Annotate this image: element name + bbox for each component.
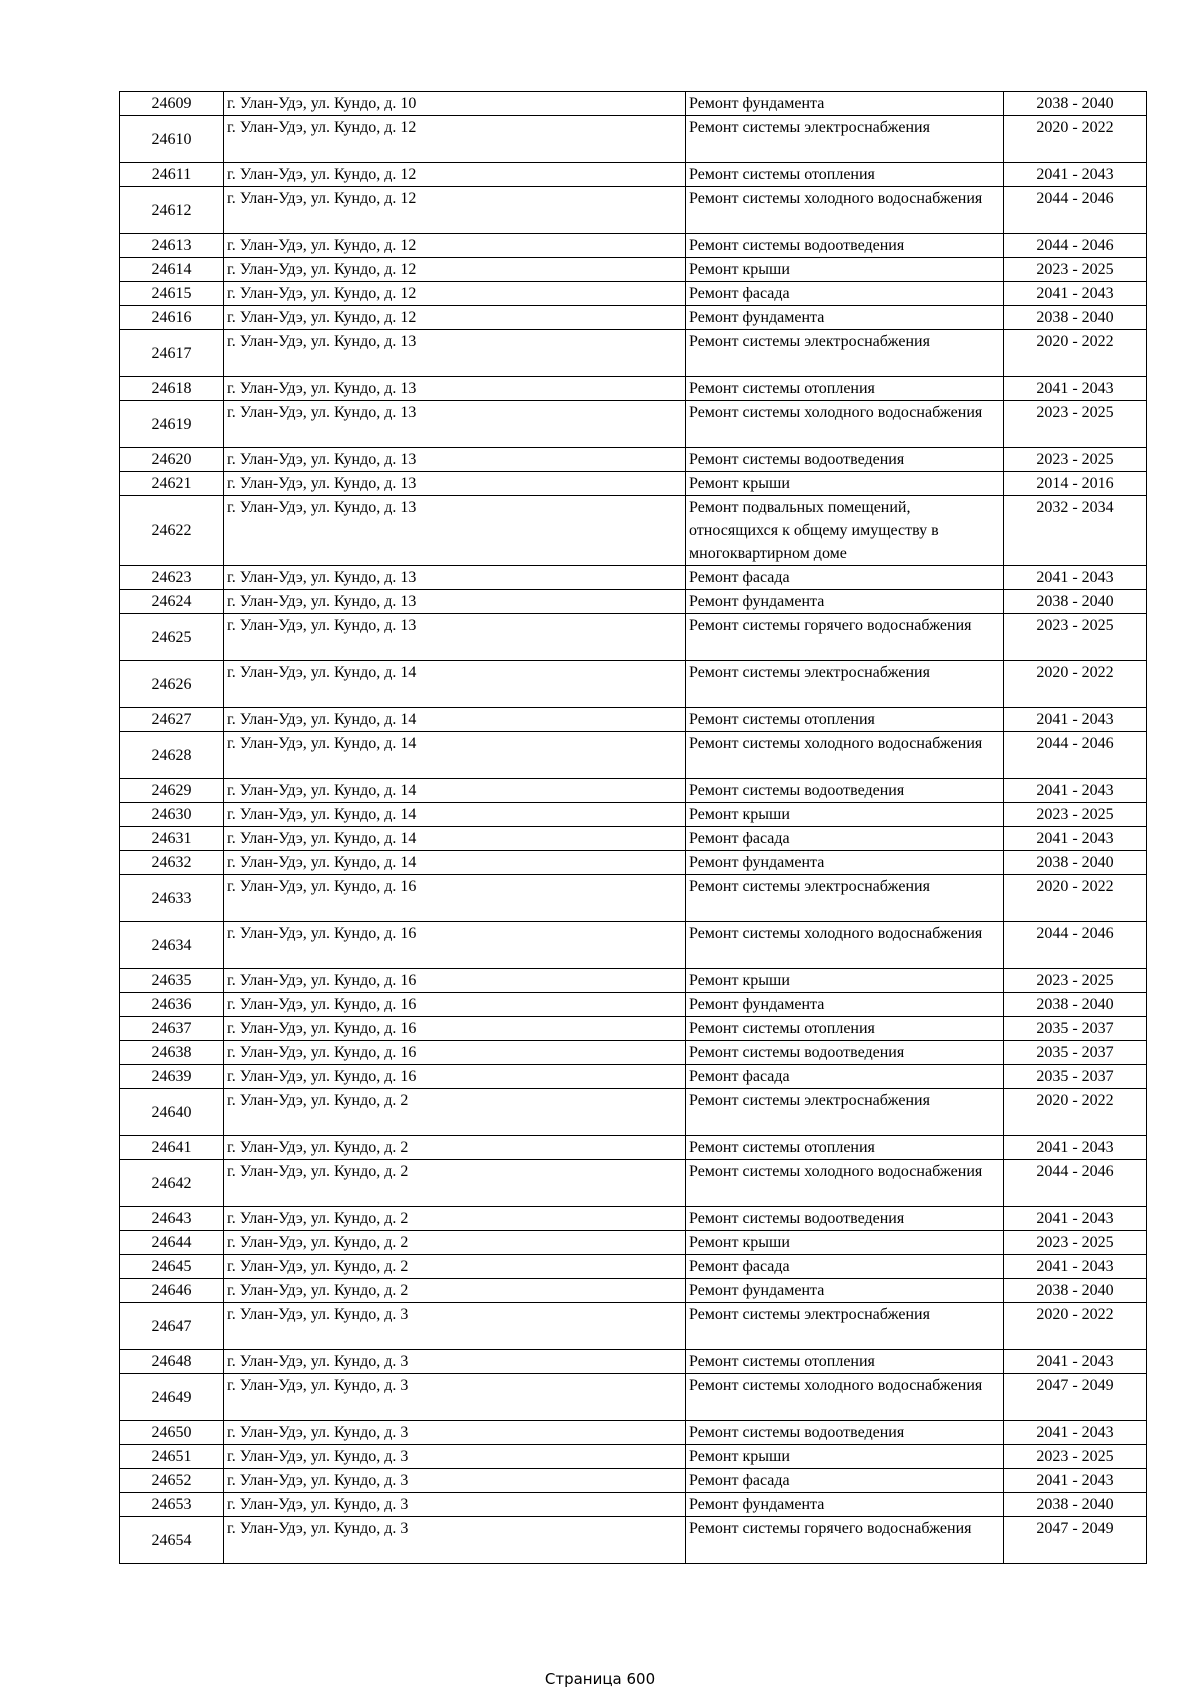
row-number-cell: 24645 <box>120 1255 224 1279</box>
work-type-cell: Ремонт фасада <box>686 1255 1004 1279</box>
address-cell: г. Улан-Удэ, ул. Кундо, д. 12 <box>224 234 686 258</box>
work-type-cell: Ремонт системы отопления <box>686 163 1004 187</box>
table-row <box>120 922 1147 969</box>
row-number-cell: 24619 <box>120 401 224 448</box>
row-number-cell: 24647 <box>120 1303 224 1350</box>
row-number-cell: 24651 <box>120 1445 224 1469</box>
period-cell: 2014 - 2016 <box>1004 472 1147 496</box>
period-cell: 2041 - 2043 <box>1004 163 1147 187</box>
table-row <box>120 614 1147 661</box>
period-cell: 2041 - 2043 <box>1004 1136 1147 1160</box>
work-type-cell: Ремонт фундамента <box>686 851 1004 875</box>
work-type-cell: Ремонт системы электроснабжения <box>686 1089 1004 1136</box>
table-body <box>120 92 1147 1564</box>
row-number-cell: 24630 <box>120 803 224 827</box>
table-row <box>120 851 1147 875</box>
table-row <box>120 969 1147 993</box>
row-number-cell: 24615 <box>120 282 224 306</box>
address-cell: г. Улан-Удэ, ул. Кундо, д. 12 <box>224 116 686 163</box>
address-cell: г. Улан-Удэ, ул. Кундо, д. 13 <box>224 330 686 377</box>
table-row <box>120 1231 1147 1255</box>
address-cell: г. Улан-Удэ, ул. Кундо, д. 16 <box>224 1041 686 1065</box>
work-type-cell: Ремонт фасада <box>686 566 1004 590</box>
table-row <box>120 1017 1147 1041</box>
period-cell: 2038 - 2040 <box>1004 851 1147 875</box>
table-row <box>120 401 1147 448</box>
work-type-cell: Ремонт системы холодного водоснабжения <box>686 187 1004 234</box>
period-cell: 2038 - 2040 <box>1004 993 1147 1017</box>
work-type-cell: Ремонт фундамента <box>686 993 1004 1017</box>
address-cell: г. Улан-Удэ, ул. Кундо, д. 3 <box>224 1445 686 1469</box>
work-type-cell: Ремонт системы отопления <box>686 377 1004 401</box>
address-cell: г. Улан-Удэ, ул. Кундо, д. 2 <box>224 1231 686 1255</box>
table-row <box>120 1303 1147 1350</box>
work-type-cell: Ремонт подвальных помещений, относящихся к общему имуществу в многоквартирном доме <box>686 496 1004 566</box>
period-cell: 2023 - 2025 <box>1004 803 1147 827</box>
period-cell: 2041 - 2043 <box>1004 779 1147 803</box>
table-row <box>120 779 1147 803</box>
work-type-cell: Ремонт системы электроснабжения <box>686 116 1004 163</box>
table-row <box>120 1350 1147 1374</box>
row-number-cell: 24618 <box>120 377 224 401</box>
row-number-cell: 24653 <box>120 1493 224 1517</box>
work-type-cell: Ремонт системы холодного водоснабжения <box>686 732 1004 779</box>
period-cell: 2038 - 2040 <box>1004 92 1147 116</box>
period-cell: 2041 - 2043 <box>1004 377 1147 401</box>
period-cell: 2044 - 2046 <box>1004 234 1147 258</box>
address-cell: г. Улан-Удэ, ул. Кундо, д. 16 <box>224 969 686 993</box>
row-number-cell: 24636 <box>120 993 224 1017</box>
table-row <box>120 448 1147 472</box>
table-row <box>120 827 1147 851</box>
table-row <box>120 803 1147 827</box>
period-cell: 2041 - 2043 <box>1004 566 1147 590</box>
table-row <box>120 590 1147 614</box>
work-type-cell: Ремонт системы горячего водоснабжения <box>686 614 1004 661</box>
table-row <box>120 1160 1147 1207</box>
period-cell: 2023 - 2025 <box>1004 258 1147 282</box>
row-number-cell: 24625 <box>120 614 224 661</box>
period-cell: 2041 - 2043 <box>1004 1207 1147 1231</box>
table-row <box>120 661 1147 708</box>
work-type-cell: Ремонт фундамента <box>686 1493 1004 1517</box>
period-cell: 2047 - 2049 <box>1004 1374 1147 1421</box>
period-cell: 2041 - 2043 <box>1004 1350 1147 1374</box>
work-type-cell: Ремонт системы холодного водоснабжения <box>686 1374 1004 1421</box>
address-cell: г. Улан-Удэ, ул. Кундо, д. 3 <box>224 1303 686 1350</box>
address-cell: г. Улан-Удэ, ул. Кундо, д. 14 <box>224 779 686 803</box>
row-number-cell: 24610 <box>120 116 224 163</box>
period-cell: 2020 - 2022 <box>1004 661 1147 708</box>
period-cell: 2023 - 2025 <box>1004 614 1147 661</box>
table-row <box>120 1065 1147 1089</box>
row-number-cell: 24614 <box>120 258 224 282</box>
period-cell: 2041 - 2043 <box>1004 282 1147 306</box>
table-row <box>120 330 1147 377</box>
address-cell: г. Улан-Удэ, ул. Кундо, д. 16 <box>224 993 686 1017</box>
row-number-cell: 24623 <box>120 566 224 590</box>
period-cell: 2038 - 2040 <box>1004 306 1147 330</box>
table-row <box>120 1089 1147 1136</box>
period-cell: 2044 - 2046 <box>1004 187 1147 234</box>
table-row <box>120 1255 1147 1279</box>
work-type-cell: Ремонт системы отопления <box>686 1017 1004 1041</box>
address-cell: г. Улан-Удэ, ул. Кундо, д. 13 <box>224 566 686 590</box>
table-row <box>120 1041 1147 1065</box>
address-cell: г. Улан-Удэ, ул. Кундо, д. 16 <box>224 1017 686 1041</box>
row-number-cell: 24637 <box>120 1017 224 1041</box>
row-number-cell: 24652 <box>120 1469 224 1493</box>
table-row <box>120 993 1147 1017</box>
address-cell: г. Улан-Удэ, ул. Кундо, д. 3 <box>224 1517 686 1564</box>
table-row <box>120 1517 1147 1564</box>
work-type-cell: Ремонт системы водоотведения <box>686 448 1004 472</box>
row-number-cell: 24644 <box>120 1231 224 1255</box>
period-cell: 2035 - 2037 <box>1004 1017 1147 1041</box>
row-number-cell: 24641 <box>120 1136 224 1160</box>
address-cell: г. Улан-Удэ, ул. Кундо, д. 14 <box>224 708 686 732</box>
work-type-cell: Ремонт крыши <box>686 803 1004 827</box>
work-type-cell: Ремонт фундамента <box>686 92 1004 116</box>
address-cell: г. Улан-Удэ, ул. Кундо, д. 12 <box>224 306 686 330</box>
address-cell: г. Улан-Удэ, ул. Кундо, д. 14 <box>224 732 686 779</box>
period-cell: 2020 - 2022 <box>1004 1089 1147 1136</box>
address-cell: г. Улан-Удэ, ул. Кундо, д. 13 <box>224 614 686 661</box>
row-number-cell: 24643 <box>120 1207 224 1231</box>
work-type-cell: Ремонт системы водоотведения <box>686 1207 1004 1231</box>
work-type-cell: Ремонт крыши <box>686 1445 1004 1469</box>
table-row <box>120 234 1147 258</box>
row-number-cell: 24639 <box>120 1065 224 1089</box>
period-cell: 2041 - 2043 <box>1004 827 1147 851</box>
row-number-cell: 24626 <box>120 661 224 708</box>
address-cell: г. Улан-Удэ, ул. Кундо, д. 2 <box>224 1207 686 1231</box>
work-type-cell: Ремонт системы электроснабжения <box>686 1303 1004 1350</box>
row-number-cell: 24612 <box>120 187 224 234</box>
work-type-cell: Ремонт системы электроснабжения <box>686 875 1004 922</box>
work-type-cell: Ремонт системы холодного водоснабжения <box>686 1160 1004 1207</box>
work-type-cell: Ремонт системы электроснабжения <box>686 330 1004 377</box>
period-cell: 2020 - 2022 <box>1004 875 1147 922</box>
period-cell: 2020 - 2022 <box>1004 330 1147 377</box>
table-row <box>120 1136 1147 1160</box>
table-row <box>120 566 1147 590</box>
table-row <box>120 282 1147 306</box>
work-type-cell: Ремонт системы водоотведения <box>686 1041 1004 1065</box>
table-row <box>120 472 1147 496</box>
table-row <box>120 875 1147 922</box>
table-row <box>120 732 1147 779</box>
table-row <box>120 496 1147 566</box>
address-cell: г. Улан-Удэ, ул. Кундо, д. 13 <box>224 448 686 472</box>
address-cell: г. Улан-Удэ, ул. Кундо, д. 13 <box>224 472 686 496</box>
period-cell: 2035 - 2037 <box>1004 1041 1147 1065</box>
period-cell: 2023 - 2025 <box>1004 969 1147 993</box>
period-cell: 2023 - 2025 <box>1004 1445 1147 1469</box>
row-number-cell: 24616 <box>120 306 224 330</box>
address-cell: г. Улан-Удэ, ул. Кундо, д. 12 <box>224 163 686 187</box>
row-number-cell: 24650 <box>120 1421 224 1445</box>
work-type-cell: Ремонт фундамента <box>686 306 1004 330</box>
row-number-cell: 24635 <box>120 969 224 993</box>
row-number-cell: 24633 <box>120 875 224 922</box>
work-type-cell: Ремонт фундамента <box>686 1279 1004 1303</box>
period-cell: 2032 - 2034 <box>1004 496 1147 566</box>
work-type-cell: Ремонт системы водоотведения <box>686 234 1004 258</box>
address-cell: г. Улан-Удэ, ул. Кундо, д. 3 <box>224 1350 686 1374</box>
work-type-cell: Ремонт системы отопления <box>686 708 1004 732</box>
table-row <box>120 92 1147 116</box>
row-number-cell: 24624 <box>120 590 224 614</box>
period-cell: 2044 - 2046 <box>1004 732 1147 779</box>
row-number-cell: 24621 <box>120 472 224 496</box>
table-row <box>120 1279 1147 1303</box>
work-type-cell: Ремонт системы отопления <box>686 1136 1004 1160</box>
period-cell: 2041 - 2043 <box>1004 1255 1147 1279</box>
row-number-cell: 24632 <box>120 851 224 875</box>
row-number-cell: 24611 <box>120 163 224 187</box>
period-cell: 2020 - 2022 <box>1004 1303 1147 1350</box>
table-row <box>120 1374 1147 1421</box>
table-row <box>120 258 1147 282</box>
row-number-cell: 24627 <box>120 708 224 732</box>
address-cell: г. Улан-Удэ, ул. Кундо, д. 3 <box>224 1469 686 1493</box>
table-row <box>120 116 1147 163</box>
address-cell: г. Улан-Удэ, ул. Кундо, д. 14 <box>224 827 686 851</box>
address-cell: г. Улан-Удэ, ул. Кундо, д. 16 <box>224 875 686 922</box>
work-type-cell: Ремонт крыши <box>686 969 1004 993</box>
address-cell: г. Улан-Удэ, ул. Кундо, д. 13 <box>224 496 686 566</box>
table-row <box>120 708 1147 732</box>
work-type-cell: Ремонт крыши <box>686 1231 1004 1255</box>
address-cell: г. Улан-Удэ, ул. Кундо, д. 12 <box>224 258 686 282</box>
table-row <box>120 1207 1147 1231</box>
work-type-cell: Ремонт системы водоотведения <box>686 1421 1004 1445</box>
table-row <box>120 1421 1147 1445</box>
table-row <box>120 163 1147 187</box>
period-cell: 2020 - 2022 <box>1004 116 1147 163</box>
address-cell: г. Улан-Удэ, ул. Кундо, д. 2 <box>224 1279 686 1303</box>
table-row <box>120 306 1147 330</box>
row-number-cell: 24649 <box>120 1374 224 1421</box>
address-cell: г. Улан-Удэ, ул. Кундо, д. 2 <box>224 1160 686 1207</box>
address-cell: г. Улан-Удэ, ул. Кундо, д. 3 <box>224 1493 686 1517</box>
address-cell: г. Улан-Удэ, ул. Кундо, д. 3 <box>224 1374 686 1421</box>
table-row <box>120 1445 1147 1469</box>
work-type-cell: Ремонт крыши <box>686 472 1004 496</box>
work-type-cell: Ремонт фасада <box>686 1065 1004 1089</box>
address-cell: г. Улан-Удэ, ул. Кундо, д. 2 <box>224 1136 686 1160</box>
address-cell: г. Улан-Удэ, ул. Кундо, д. 14 <box>224 851 686 875</box>
period-cell: 2038 - 2040 <box>1004 1279 1147 1303</box>
work-type-cell: Ремонт крыши <box>686 258 1004 282</box>
table-row <box>120 1493 1147 1517</box>
repair-schedule-table <box>119 91 1147 1564</box>
period-cell: 2035 - 2037 <box>1004 1065 1147 1089</box>
period-cell: 2041 - 2043 <box>1004 1469 1147 1493</box>
address-cell: г. Улан-Удэ, ул. Кундо, д. 2 <box>224 1255 686 1279</box>
work-type-cell: Ремонт фасада <box>686 1469 1004 1493</box>
row-number-cell: 24628 <box>120 732 224 779</box>
work-type-cell: Ремонт системы горячего водоснабжения <box>686 1517 1004 1564</box>
period-cell: 2047 - 2049 <box>1004 1517 1147 1564</box>
period-cell: 2041 - 2043 <box>1004 1421 1147 1445</box>
row-number-cell: 24646 <box>120 1279 224 1303</box>
period-cell: 2041 - 2043 <box>1004 708 1147 732</box>
address-cell: г. Улан-Удэ, ул. Кундо, д. 2 <box>224 1089 686 1136</box>
work-type-cell: Ремонт системы электроснабжения <box>686 661 1004 708</box>
address-cell: г. Улан-Удэ, ул. Кундо, д. 13 <box>224 401 686 448</box>
period-cell: 2044 - 2046 <box>1004 1160 1147 1207</box>
row-number-cell: 24629 <box>120 779 224 803</box>
table-row <box>120 187 1147 234</box>
work-type-cell: Ремонт системы отопления <box>686 1350 1004 1374</box>
work-type-cell: Ремонт системы водоотведения <box>686 779 1004 803</box>
address-cell: г. Улан-Удэ, ул. Кундо, д. 10 <box>224 92 686 116</box>
page-number: Страница 600 <box>544 1670 656 1688</box>
address-cell: г. Улан-Удэ, ул. Кундо, д. 14 <box>224 661 686 708</box>
row-number-cell: 24631 <box>120 827 224 851</box>
address-cell: г. Улан-Удэ, ул. Кундо, д. 13 <box>224 590 686 614</box>
address-cell: г. Улан-Удэ, ул. Кундо, д. 13 <box>224 377 686 401</box>
address-cell: г. Улан-Удэ, ул. Кундо, д. 12 <box>224 282 686 306</box>
work-type-cell: Ремонт системы холодного водоснабжения <box>686 922 1004 969</box>
address-cell: г. Улан-Удэ, ул. Кундо, д. 14 <box>224 803 686 827</box>
address-cell: г. Улан-Удэ, ул. Кундо, д. 16 <box>224 1065 686 1089</box>
row-number-cell: 24609 <box>120 92 224 116</box>
table-row <box>120 1469 1147 1493</box>
address-cell: г. Улан-Удэ, ул. Кундо, д. 16 <box>224 922 686 969</box>
row-number-cell: 24648 <box>120 1350 224 1374</box>
address-cell: г. Улан-Удэ, ул. Кундо, д. 3 <box>224 1421 686 1445</box>
work-type-cell: Ремонт фасада <box>686 827 1004 851</box>
table-row <box>120 377 1147 401</box>
work-type-cell: Ремонт системы холодного водоснабжения <box>686 401 1004 448</box>
period-cell: 2023 - 2025 <box>1004 448 1147 472</box>
period-cell: 2023 - 2025 <box>1004 1231 1147 1255</box>
address-cell: г. Улан-Удэ, ул. Кундо, д. 12 <box>224 187 686 234</box>
row-number-cell: 24613 <box>120 234 224 258</box>
period-cell: 2038 - 2040 <box>1004 1493 1147 1517</box>
row-number-cell: 24642 <box>120 1160 224 1207</box>
row-number-cell: 24620 <box>120 448 224 472</box>
work-type-cell: Ремонт фасада <box>686 282 1004 306</box>
period-cell: 2023 - 2025 <box>1004 401 1147 448</box>
work-type-cell: Ремонт фундамента <box>686 590 1004 614</box>
row-number-cell: 24640 <box>120 1089 224 1136</box>
period-cell: 2044 - 2046 <box>1004 922 1147 969</box>
row-number-cell: 24654 <box>120 1517 224 1564</box>
period-cell: 2038 - 2040 <box>1004 590 1147 614</box>
row-number-cell: 24622 <box>120 496 224 566</box>
row-number-cell: 24617 <box>120 330 224 377</box>
row-number-cell: 24638 <box>120 1041 224 1065</box>
row-number-cell: 24634 <box>120 922 224 969</box>
